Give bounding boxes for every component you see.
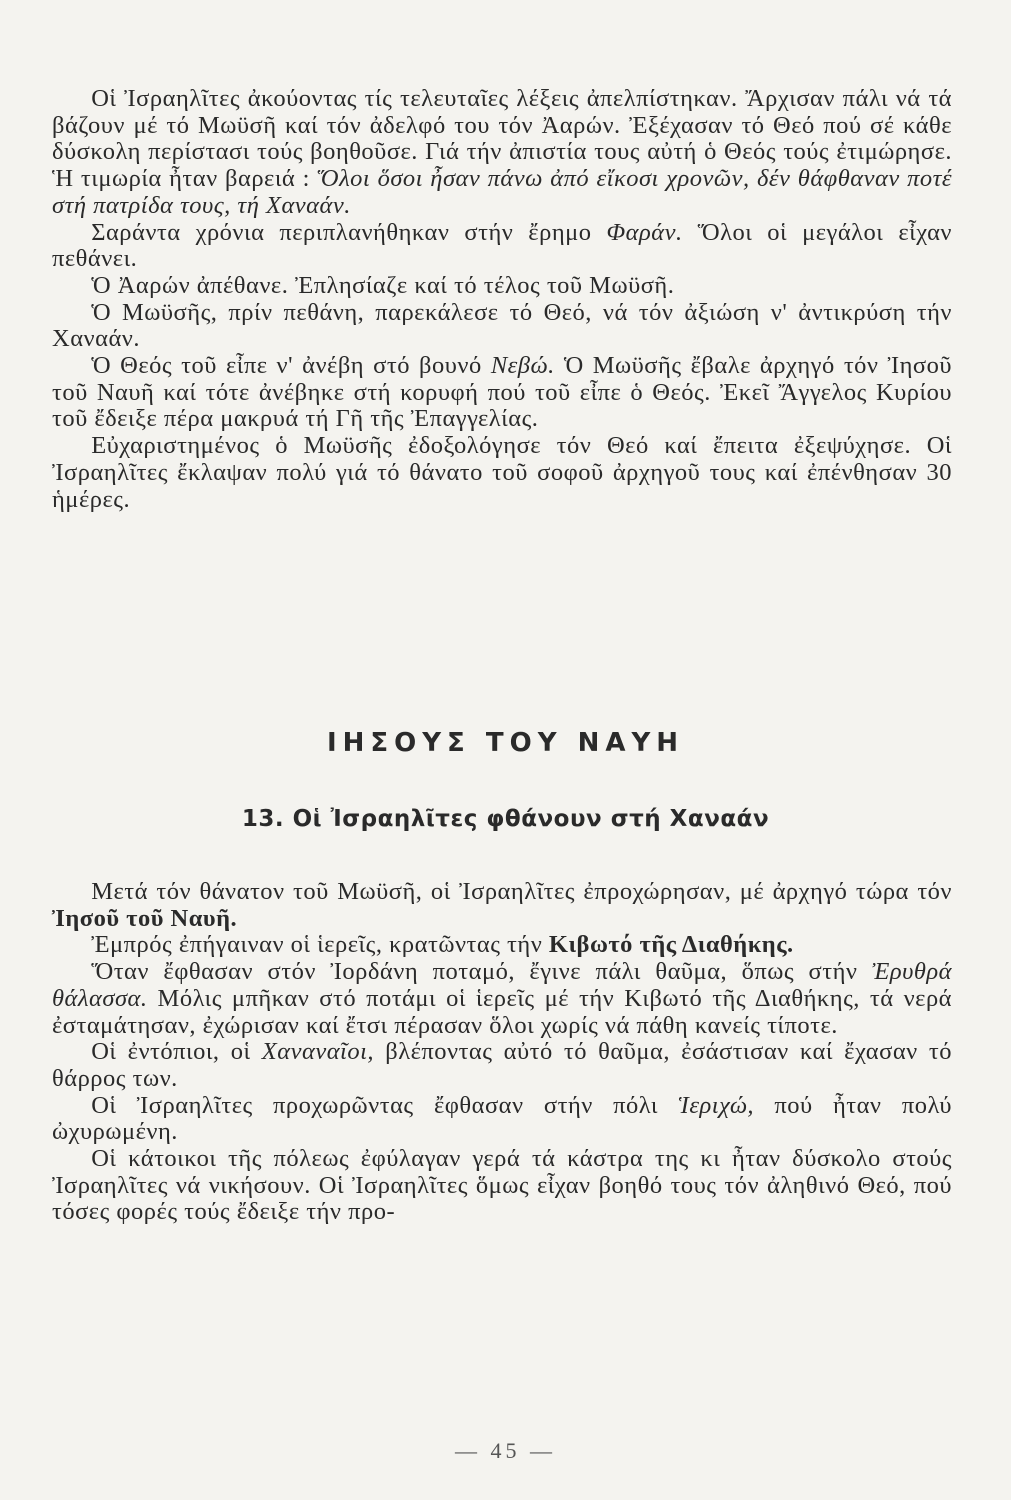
paragraph: Ὁ Θεός τοῦ εἶπε ν' ἀνέβη στό βουνό Νεβώ. Ὁ Μωϋσῆς ἔβαλε ἀρχηγό τόν Ἰησοῦ τοῦ Ναυῆ καί τότε ἀνέβηκε στή κορυφή πού τοῦ εἶπε ὁ Θεός. Ἐκεῖ Ἄγγελος Κυρίου τοῦ ἔδειξε πέρα μακρυά τή Γῆ τῆς Ἐπαγγελίας.	[52, 352, 952, 433]
paragraph: Οἱ κάτοικοι τῆς πόλεως ἐφύλαγαν γερά τά κάστρα της κι ἦταν δύσκολο στούς Ἰσραηλῖτες νά νικήσουν. Οἱ Ἰσραηλῖτες ὅμως εἶχαν βοηθό τους τόν ἀληθινό Θεό, πού τόσες φορές τούς ἔδειξε τήν προ-	[52, 1145, 952, 1226]
paragraph: Ἐμπρός ἐπήγαιναν οἱ ἱερεῖς, κρατῶντας τήν Κιβωτό τῆς Διαθήκης.	[91, 931, 794, 959]
bottom-text-block	[52, 879, 952, 1226]
section-title: 13. Οἱ Ἰσραηλῖτες φθάνουν στή Χαναάν	[241, 806, 770, 832]
top-text-block	[52, 86, 952, 513]
paragraph: Ὁ Μωϋσῆς, πρίν πεθάνη, παρεκάλεσε τό Θεό, νά τόν ἀξιώση ν' ἀντικρύση τήν Χαναάν.	[52, 298, 952, 353]
paragraph: Εὐχαριστημένος ὁ Μωϋσῆς ἐδοξολόγησε τόν Θεό καί ἔπειτα ἐξεψύχησε. Οἱ Ἰσραηλῖτες ἔκλαψαν πολύ γιά τό θάνατο τοῦ σοφοῦ ἀρχηγοῦ τους καί ἐπένθησαν 30 ἡμέρες.	[52, 432, 952, 513]
paragraph: Οἱ Ἰσραηλῖτες προχωρῶντας ἔφθασαν στήν πόλι Ἱεριχώ, πού ἦταν πολύ ὠχυρωμένη.	[52, 1091, 953, 1146]
paragraph: Σαράντα χρόνια περιπλανήθηκαν στήν ἔρημο Φαράν. Ὅλοι οἱ μεγάλοι εἶχαν πεθάνει.	[52, 218, 952, 273]
paragraph: Οἱ Ἰσραηλῖτες ἀκούοντας τίς τελευταῖες λέξεις ἀπελπίστηκαν. Ἄρχισαν πάλι νά τά βάζουν μέ τό Μωϋσῆ καί τόν ἀδελφό του τόν Ἀαρών. Ἐξέχασαν τό Θεό πού σέ κάθε δύσκολη περίστασι τούς βοηθοῦσε. Γιά τήν ἀπιστία τους αὐτή ὁ Θεός τούς ἐτιμώρησε. Ἡ τιμωρία ἦταν βαρειά : Ὅλοι ὅσοι ἦσαν πάνω ἀπό εἴκοσι χρονῶν, δέν θάφθαναν ποτέ στή πατρίδα τους, τή Χαναάν.	[52, 85, 953, 219]
paragraph: Ὁ Ἀαρών ἀπέθανε. Ἐπλησίαζε καί τό τέλος τοῦ Μωϋσῆ.	[91, 271, 675, 299]
page-number: — 45 —	[455, 1438, 556, 1463]
paragraph: Ὅταν ἔφθασαν στόν Ἰορδάνη ποταμό, ἔγινε πάλι θαῦμα, ὅπως στήν Ἐρυθρά θάλασσα. Μόλις μπῆκαν στό ποτάμι οἱ ἱερεῖς μέ τήν Κιβωτό τῆς Διαθήκης, τά νερά ἐσταμάτησαν, ἐχώρισαν καί ἔτσι πέρασαν ὅλοι χωρίς νά πάθη κανείς τίποτε.	[52, 958, 953, 1039]
paragraph: Μετά τόν θάνατον τοῦ Μωϋσῆ, οἱ Ἰσραηλῖτες ἐπροχώρησαν, μέ ἀρχηγό τώρα τόν Ἰησοῦ τοῦ Ναυῆ.	[52, 878, 952, 932]
paragraph: Οἱ ἐντόπιοι, οἱ Χαναναῖοι, βλέποντας αὐτό τό θαῦμα, ἐσάστισαν καί ἔχασαν τό θάρρος των.	[52, 1038, 953, 1092]
chapter-title: ΙΗΣΟΥΣ ΤΟΥ ΝΑΥΗ	[326, 728, 685, 758]
